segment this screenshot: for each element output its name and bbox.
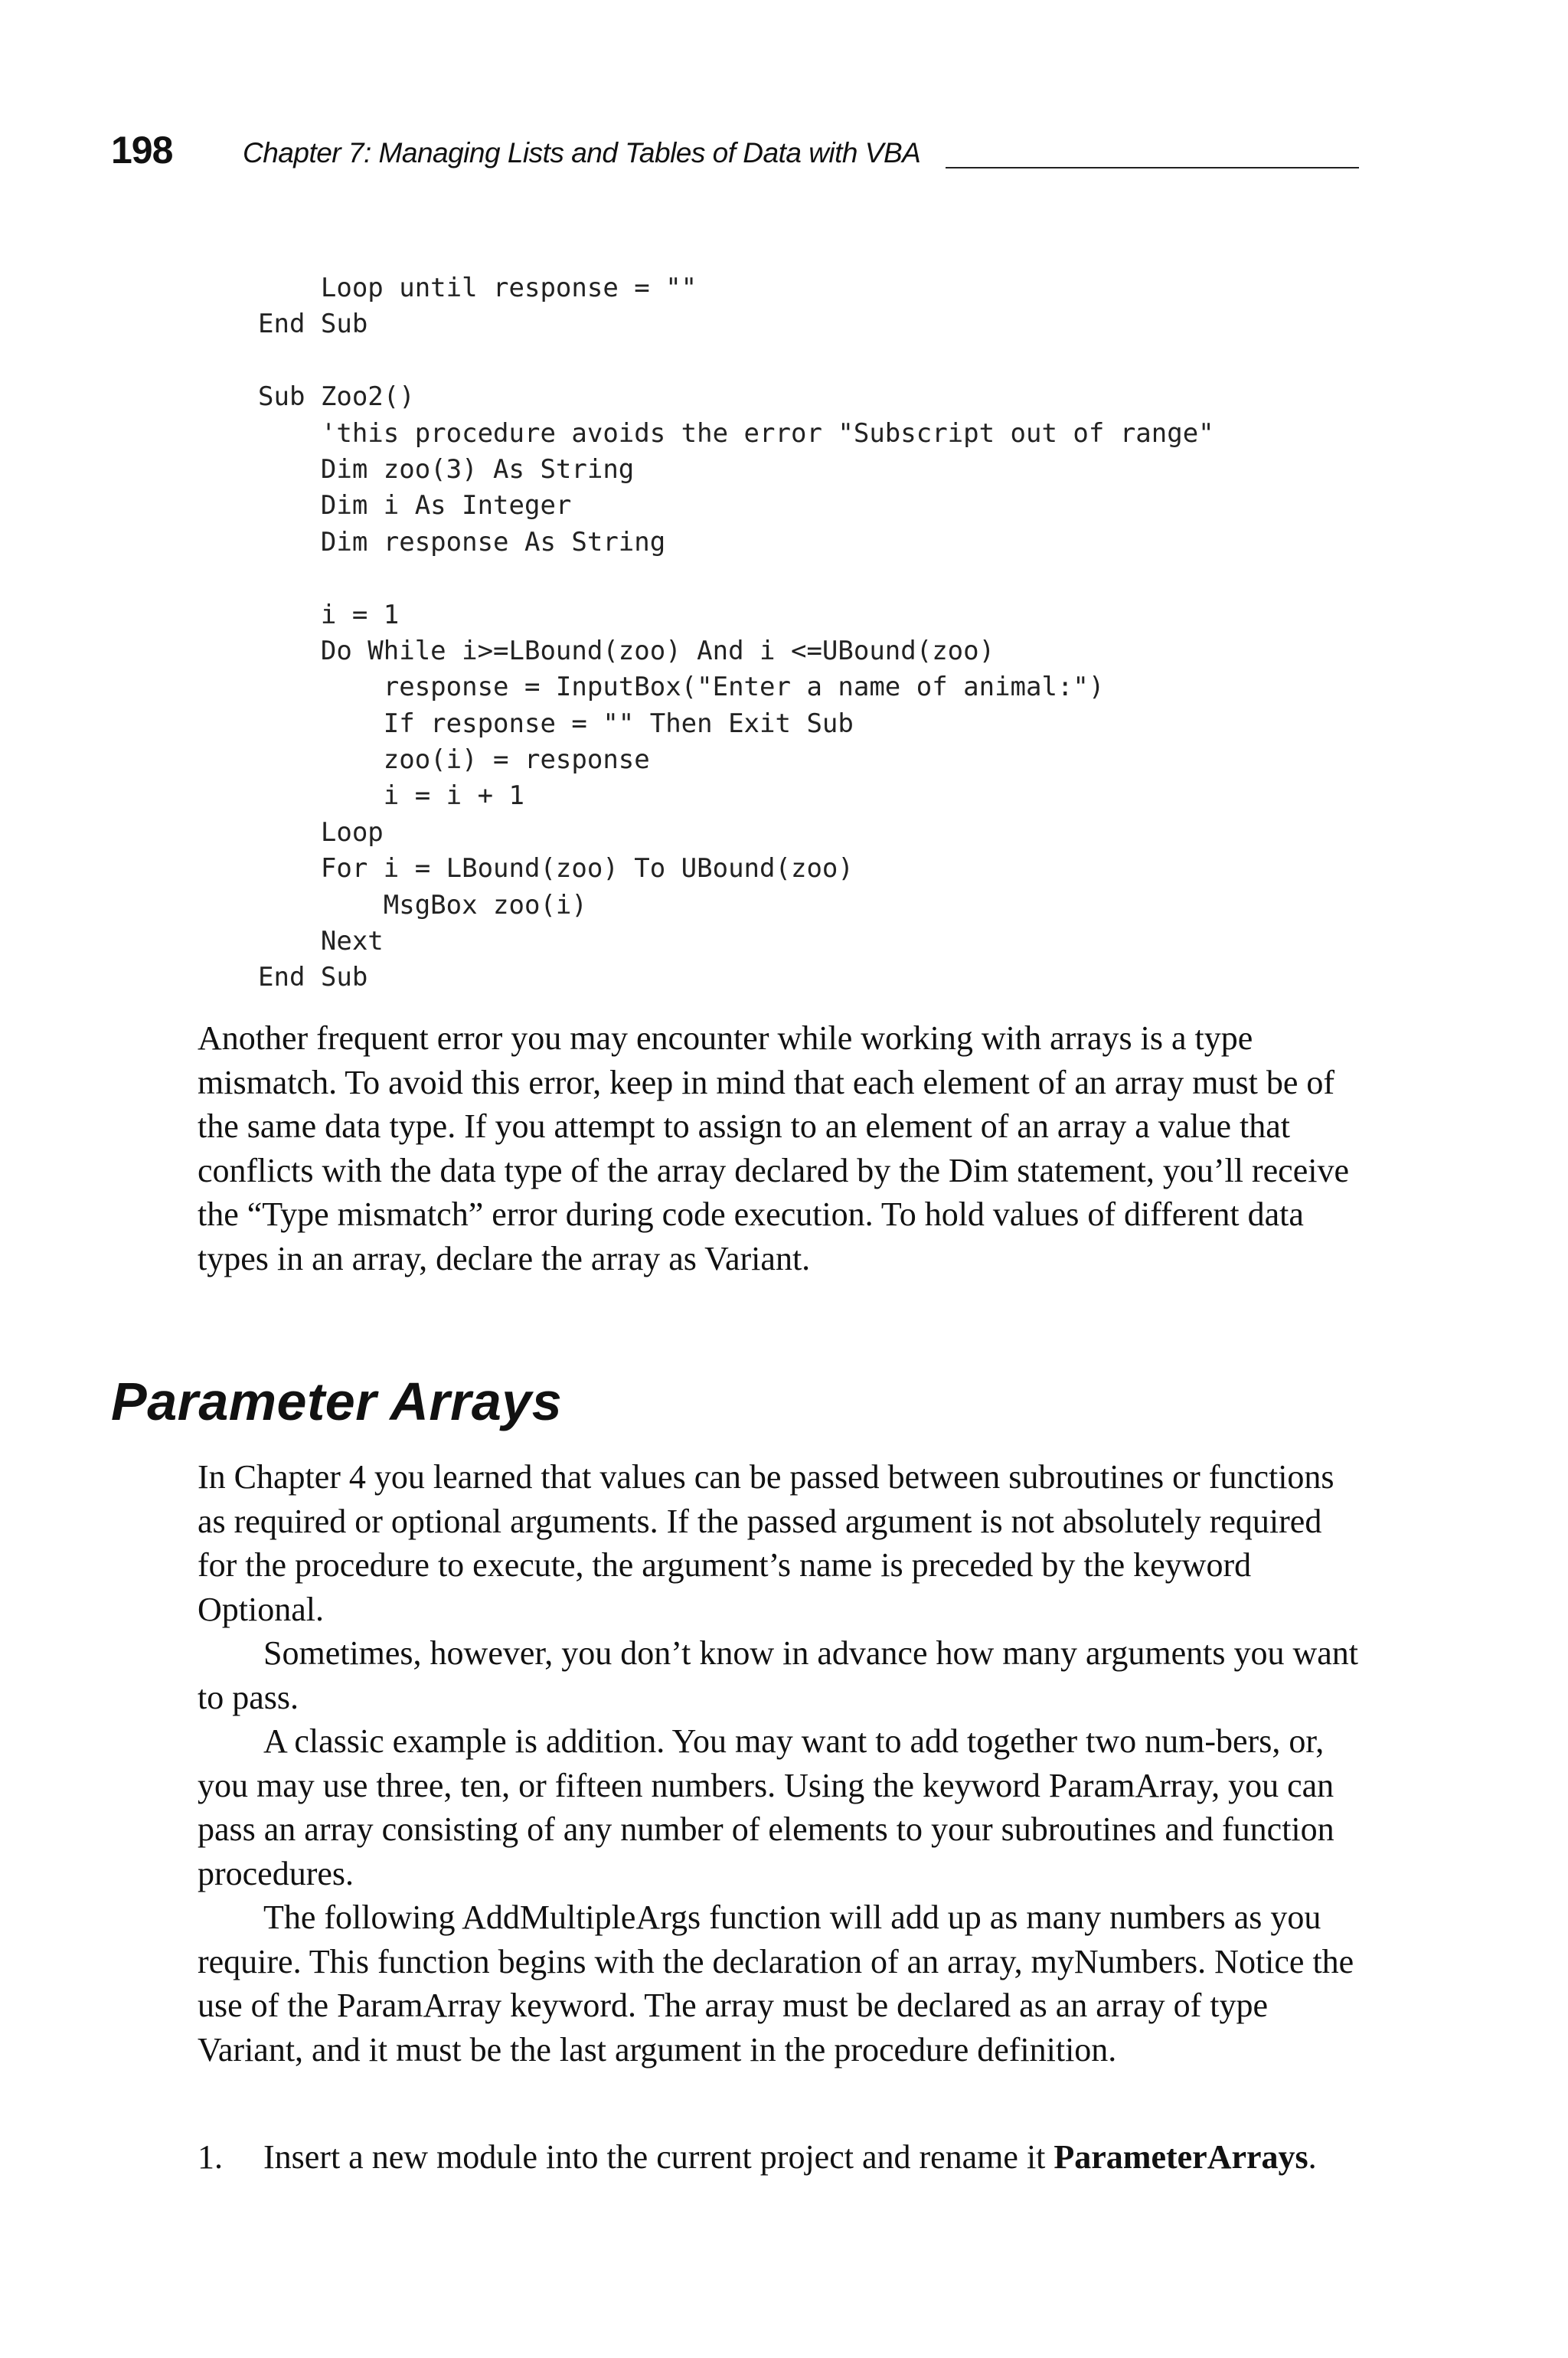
code-line: Dim i As Integer	[258, 490, 572, 522]
step-instruction: Insert a new module into the current project and rename it	[263, 2138, 1054, 2176]
numbered-step	[198, 2135, 1369, 2180]
code-line: If response = "" Then Exit Sub	[258, 708, 854, 739]
code-line: Dim response As String	[258, 526, 666, 558]
running-head: Chapter 7: Managing Lists and Tables of Data with VBA	[243, 137, 921, 168]
code-line: Loop	[258, 816, 384, 848]
code-line: MsgBox zoo(i)	[258, 889, 587, 921]
body-paragraph: Another frequent error you may encounter while working with arrays is a type mismatch. To avoid this error, keep in mind that each element of an array must be of the same data type. If you attempt to assign to an element of an array a value that conflicts with the data type of the array declared by the Dim statement, you’ll receive the “Type mismatch” error during code execution. To hold values of different data types in an array, declare the array as Variant.	[198, 1019, 1349, 1277]
body-paragraph: The following AddMultipleArgs function will add up as many numbers as you require. This function begins with the declaration of an array, myNumbers. Notice the use of the ParamArray keyword. The array must be declared as an array of type Variant, and it must be the last argument in the procedure definition.	[198, 1899, 1354, 2069]
code-line: End Sub	[258, 962, 368, 993]
code-line	[258, 561, 1214, 597]
section-heading: Parameter Arrays	[111, 1372, 563, 1431]
body-paragraph: A classic example is addition. You may want to add together two num-bers, or, you may use three, ten, or fifteen numbers. Using the keyword ParamArray, you can pass an array consisting of any number of elements to your subroutines and function procedures.	[198, 1722, 1334, 1892]
code-line: response = InputBox("Enter a name of animal:")	[258, 672, 1105, 703]
page-number: 198	[111, 129, 173, 172]
page-header	[111, 123, 1359, 176]
code-listing	[258, 270, 1214, 996]
body-paragraph: In Chapter 4 you learned that values can be passed between subroutines or functions as required or optional arguments. If the passed argument is not absolutely required for the procedure to execute, the argument’s name is preceded by the keyword Optional.	[198, 1458, 1334, 1628]
code-line: Next	[258, 926, 384, 957]
header-rule	[946, 167, 1359, 168]
code-line: Dim zoo(3) As String	[258, 453, 635, 485]
code-line: i = i + 1	[258, 780, 524, 812]
code-line: zoo(i) = response	[258, 744, 650, 776]
code-line: i = 1	[258, 599, 400, 630]
code-line	[258, 343, 1214, 379]
step-text	[263, 2135, 1369, 2180]
code-line: For i = LBound(zoo) To UBound(zoo)	[258, 853, 854, 885]
code-line: 'this procedure avoids the error "Subscript out of range"	[258, 417, 1214, 449]
step-number: 1.	[198, 2138, 223, 2176]
code-line: Loop until response = ""	[258, 273, 697, 303]
code-line: End Sub	[258, 309, 368, 340]
step-end: .	[1308, 2138, 1317, 2176]
section-body	[198, 1455, 1369, 2072]
code-line: Do While i>=LBound(zoo) And i <=UBound(zoo)	[258, 635, 995, 666]
module-name: ParameterArrays	[1054, 2138, 1308, 2176]
code-line: Sub Zoo2()	[258, 381, 415, 413]
body-paragraph: Sometimes, however, you don’t know in advance how many arguments you want to pass.	[198, 1634, 1359, 1716]
